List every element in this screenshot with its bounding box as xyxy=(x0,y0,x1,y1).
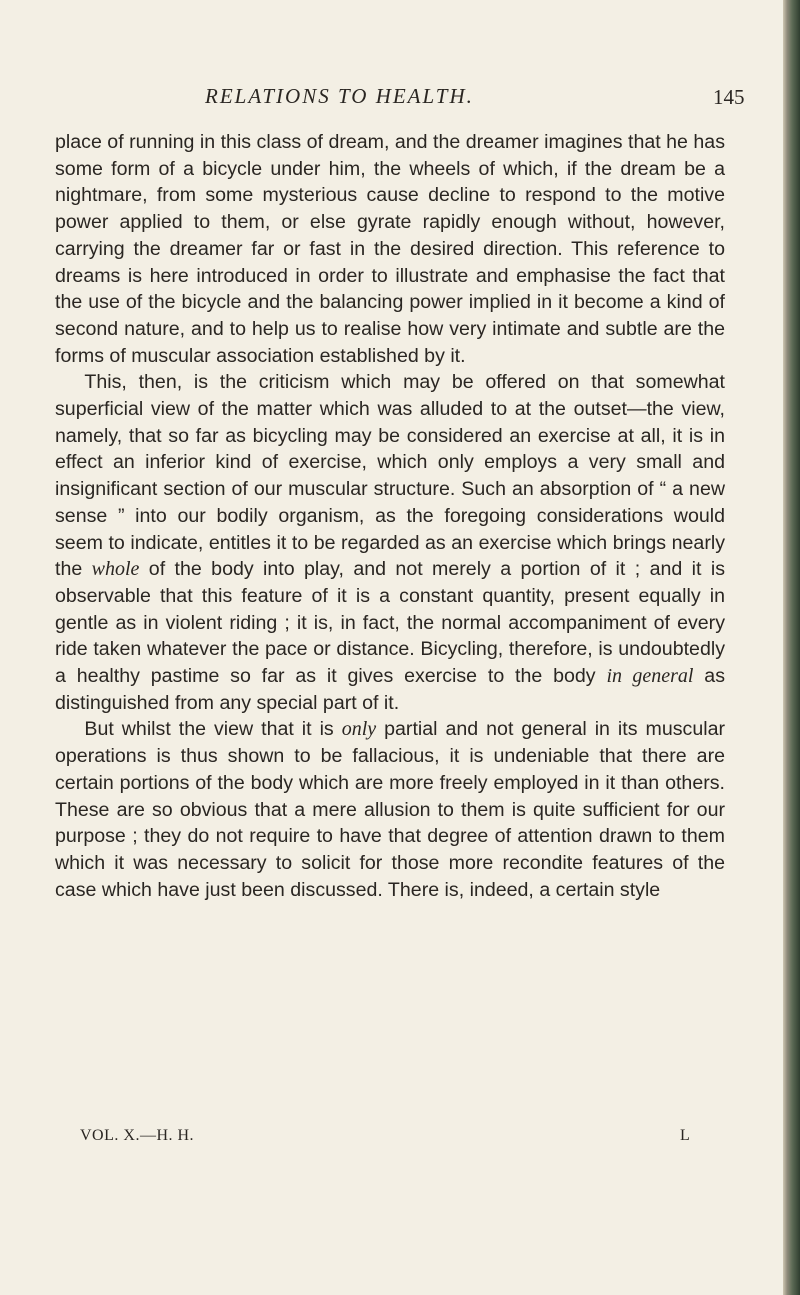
italic-whole: whole xyxy=(91,558,140,581)
page-header xyxy=(0,84,783,114)
italic-in-general: in general xyxy=(606,665,694,688)
paragraph-1-text: place of running in this class of dream, and the dreamer imagines that he has some form of a bicycle under him, the wheels of which, if the dream be a nightmare, from some mysterious cause decline to respond to the motive power applied to them, or else gyrate rapidly enough without, however, carrying the dreamer far or fast in the desired direction. This reference to dreams is here introduced in order to illustrate and emphasise the fact that the use of the bicycle and the balancing power implied in it become a kind of second nature, and to help us to realise how very intimate and subtle are the forms of muscular association established by it. xyxy=(55,131,725,367)
paragraph-3-text-a: But whilst the view that it is xyxy=(84,718,342,741)
paragraph-2-text-a: This, then, is the criticism which may be offered on that somewhat superficial view of the matter which was alluded to at the outset—the view, namely, that so far as bicycling may be considered an exercise at all, it is in effect an inferior kind of exercise, which only employs a very small and insignificant section of our muscular structure. Such an absorption of “ a new sense ” into our bodily organism, as the foregoing considerations would seem to indicate, entitles it to be regarded as an exercise which brings nearly the xyxy=(55,371,725,581)
signature-letter: L xyxy=(680,1127,691,1144)
signature-mark: VOL. X.—H. H. xyxy=(80,1127,195,1144)
paragraph-2-text-c: as distinguished from any special part of it. xyxy=(55,665,726,714)
book-edge xyxy=(783,0,800,1295)
paragraph-2 xyxy=(55,369,725,716)
paragraph-1 xyxy=(55,129,725,369)
body-text xyxy=(55,129,725,903)
paragraph-3-text-b: partial and not general in its muscular operations is thus shown to be fallacious, it is undeniable that there are certain portions of the body which are more freely employed in it than others. These are so obvious that a mere allusion to them is quite sufficient for our purpose ; they do not require to have that degree of attention drawn to them which it was necessary to solicit for those more recondite features of the case which have just been discussed. There is, indeed, a certain style xyxy=(55,718,725,901)
paragraph-3 xyxy=(55,716,725,903)
italic-only: only xyxy=(341,718,377,741)
paragraph-2-text-b: of the body into play, and not merely a portion of it ; and it is observable that this feature of it is a constant quantity, present equally in gentle as in violent riding ; it is, in fact, the normal accompaniment of every ride taken whatever the pace or distance. Bicycling, therefore, is undoubtedly a healthy pastime so far as it gives exercise to the body xyxy=(55,558,725,688)
page-number: 145 xyxy=(713,85,745,109)
running-head: RELATIONS TO HEALTH. xyxy=(205,84,474,108)
